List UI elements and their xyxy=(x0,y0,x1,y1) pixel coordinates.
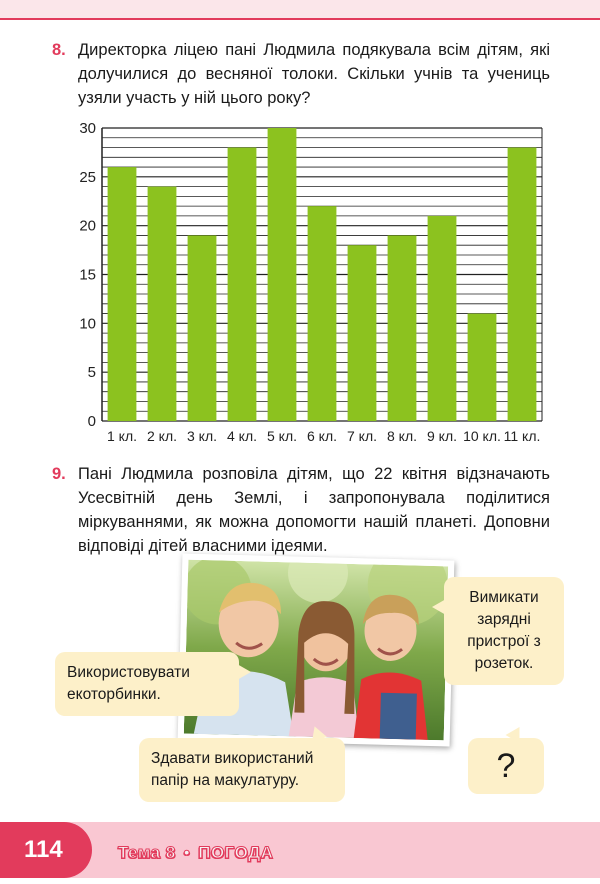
x-tick-label: 4 кл. xyxy=(226,428,258,444)
bar-7 xyxy=(348,245,377,421)
task-9 xyxy=(52,462,550,558)
task-9-number: 9. xyxy=(52,465,66,483)
speech-bubble-bottom xyxy=(139,738,345,802)
bar-8 xyxy=(388,235,417,421)
y-tick-label: 20 xyxy=(79,217,96,235)
children-photo xyxy=(178,553,455,746)
x-tick-label: 2 кл. xyxy=(146,428,178,444)
bar-9 xyxy=(428,216,457,421)
bubble-left-text: Використовувати екоторбинки. xyxy=(67,664,190,703)
task-8 xyxy=(52,38,550,110)
x-tick-label: 6 кл. xyxy=(306,428,338,444)
y-tick-label: 0 xyxy=(87,413,96,430)
bubble-right-text: Вимикати зарядні пристрої з розеток. xyxy=(467,589,541,672)
bar-2 xyxy=(148,187,177,421)
x-tick-label: 3 кл. xyxy=(186,428,218,444)
x-tick-label: 10 кл. xyxy=(463,428,501,444)
y-tick-label: 15 xyxy=(79,266,96,284)
bar-5 xyxy=(268,128,297,421)
task-9-text: Пані Людмила розповіла дітям, що 22 квітня відзначають Усесвітній день Землі, і запропонувала поділитися міркуваннями, як можна допомогти нашій планеті. Доповни відповіді дітей власними ідеями. xyxy=(78,465,550,555)
top-band xyxy=(0,0,600,20)
question-mark: ? xyxy=(496,747,516,785)
bubble-bottom-text: Здавати використаний папір на макулатуру. xyxy=(151,750,314,789)
bar-10 xyxy=(468,314,497,421)
bar-3 xyxy=(188,235,217,421)
x-tick-label: 5 кл. xyxy=(266,428,298,444)
x-tick-label: 9 кл. xyxy=(426,428,458,444)
y-tick-label: 25 xyxy=(79,168,96,186)
bar-4 xyxy=(228,148,257,421)
footer-subject: ПОГОДА xyxy=(198,843,274,862)
bubble-tail xyxy=(432,599,446,615)
x-tick-label: 11 кл. xyxy=(503,428,541,444)
footer-topic: Тема 8 xyxy=(118,843,176,862)
speech-bubble-question xyxy=(468,738,544,794)
y-tick-label: 5 xyxy=(87,364,96,382)
task-8-text: Директорка ліцею пані Людмила подякувала всім дітям, які долучилися до весняної толоки. Скільки учнів та учениць узяли участь у ній цього року? xyxy=(78,41,550,107)
speech-bubble-left xyxy=(55,652,239,716)
speech-bubble-right xyxy=(444,577,564,685)
footer-separator: • xyxy=(183,843,191,862)
y-tick-label: 30 xyxy=(79,120,96,137)
bar-6 xyxy=(308,206,337,421)
page-number: 114 xyxy=(0,822,92,878)
bar-chart xyxy=(70,118,548,448)
bar-1 xyxy=(108,167,137,421)
x-tick-label: 8 кл. xyxy=(386,428,418,444)
bubble-tail xyxy=(237,664,251,680)
x-tick-label: 1 кл. xyxy=(106,428,138,444)
x-tick-label: 7 кл. xyxy=(346,428,378,444)
y-tick-label: 10 xyxy=(79,315,96,333)
task-8-number: 8. xyxy=(52,41,66,59)
footer-title xyxy=(118,822,273,878)
bar-11 xyxy=(508,148,537,421)
